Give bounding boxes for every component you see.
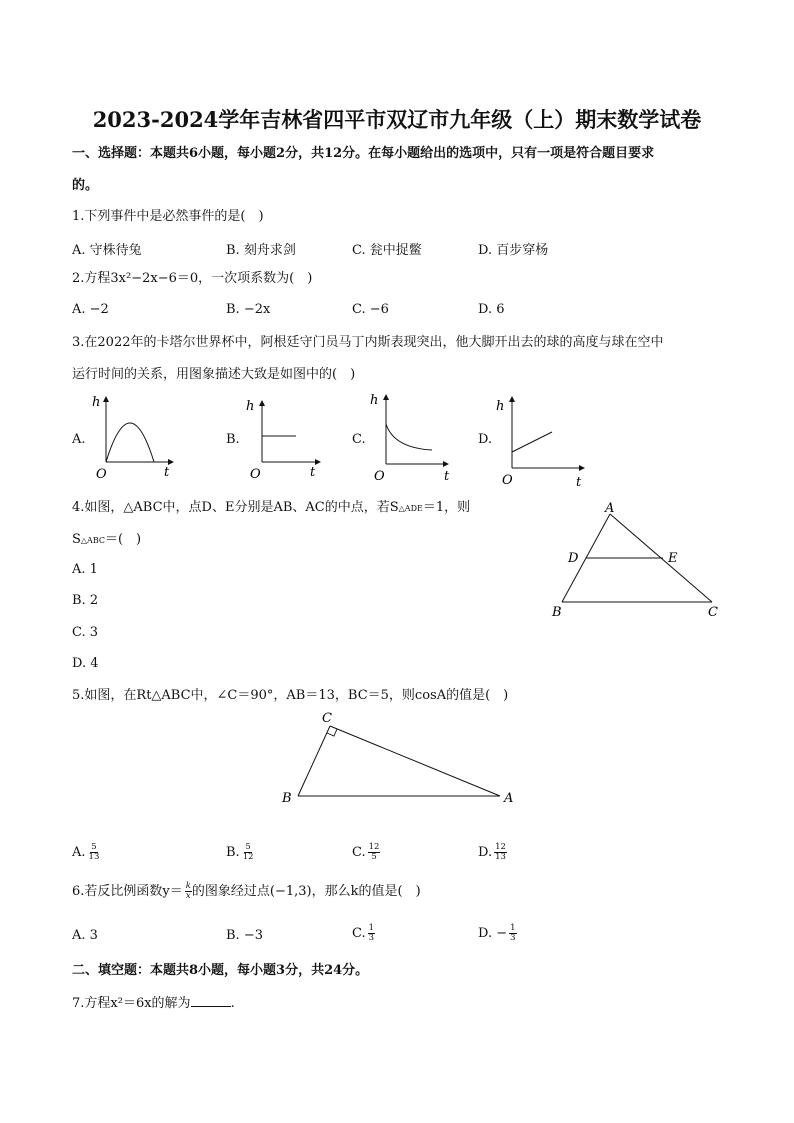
q4-label-d: D bbox=[568, 551, 579, 566]
question-3-graph-a[interactable] bbox=[84, 390, 189, 480]
question-6-option-d[interactable] bbox=[478, 924, 517, 943]
graph-b-h-label: h bbox=[246, 399, 255, 414]
question-3-graph-c[interactable] bbox=[364, 388, 464, 484]
question-6-stem-prefix: 6.若反比例函数y＝ bbox=[72, 884, 183, 899]
question-4-option-d[interactable]: D. 4 bbox=[72, 656, 99, 671]
question-4-triangle-figure bbox=[540, 496, 730, 626]
page-title: 2023-2024学年吉林省四平市双辽市九年级（上）期末数学试卷 bbox=[92, 107, 702, 132]
fraction: $\frac{1}{3}$ bbox=[368, 923, 375, 943]
question-2-stem bbox=[72, 270, 312, 288]
question-3-stem-line1: 3.在2022年的卡塔尔世界杯中，阿根廷守门员马丁内斯表现突出，他大脚开出去的球的高度与球在空中 bbox=[72, 335, 664, 350]
question-5-option-c[interactable] bbox=[352, 843, 380, 862]
question-4-stem-line1 bbox=[72, 499, 470, 518]
question-4-sub-abc: △ABC bbox=[80, 536, 105, 545]
question-4-stem-line2 bbox=[72, 531, 141, 550]
question-2-stem-prefix: 2.方程 bbox=[72, 271, 111, 286]
question-4-stem-end: ＝1，则 bbox=[422, 500, 471, 515]
question-5-option-b[interactable] bbox=[226, 843, 255, 862]
question-5-stem: 5.如图，在Rt△ABC中，∠C＝90°，AB＝13，BC＝5，则cosA的值是( ) bbox=[72, 688, 509, 703]
answer-blank[interactable] bbox=[191, 994, 231, 1007]
graph-c-t-label: t bbox=[444, 469, 450, 484]
fraction: $\frac{1}{3}$ bbox=[510, 923, 516, 943]
q4-label-e: E bbox=[668, 551, 678, 566]
graph-a-t-label: t bbox=[164, 465, 170, 480]
question-4-option-a[interactable]: A. 1 bbox=[72, 562, 98, 577]
graph-c-origin-label: O bbox=[374, 469, 385, 484]
question-6-option-c-letter: C. bbox=[352, 926, 366, 941]
question-5-option-a-letter: A. bbox=[72, 845, 86, 860]
q4-label-a: A bbox=[605, 501, 615, 516]
fraction: $\frac{5}{13}$ bbox=[88, 842, 100, 862]
question-6-stem-suffix: 的图象经过点(−1,3)，那么k的值是( ) bbox=[191, 884, 421, 899]
question-5-option-b-letter: B. bbox=[226, 845, 240, 860]
graph-b-t-label: t bbox=[310, 465, 316, 480]
question-3-option-b-label[interactable]: B. bbox=[226, 432, 240, 447]
question-2-equation: 3x²−2x−6＝0 bbox=[110, 271, 199, 286]
question-2-option-a[interactable]: A. −2 bbox=[72, 302, 109, 317]
question-5-option-c-letter: C. bbox=[352, 845, 366, 860]
fraction: $\frac{5}{12}$ bbox=[242, 842, 254, 862]
question-4-stem-start: 4.如图，△ABC中，点D、E分别是AB、AC的中点，若S bbox=[72, 500, 399, 515]
q4-label-c: C bbox=[708, 605, 718, 620]
question-6-option-a[interactable]: A. 3 bbox=[72, 928, 98, 943]
question-2-option-c[interactable]: C. −6 bbox=[352, 302, 389, 317]
q5-label-a: A bbox=[504, 791, 514, 806]
question-3-graph-b[interactable] bbox=[240, 394, 330, 484]
graph-a-h-label: h bbox=[92, 395, 101, 410]
q5-label-b: B bbox=[282, 791, 292, 806]
graph-c-h-label: h bbox=[370, 393, 379, 408]
question-6-option-d-letter: D. − bbox=[478, 926, 508, 941]
question-2-option-d[interactable]: D. 6 bbox=[478, 302, 505, 317]
section-2-header: 二、填空题：本题共8小题，每小题3分，共24分。 bbox=[72, 963, 369, 978]
question-7-stem-suffix: . bbox=[230, 996, 235, 1011]
question-4-sub-ade: △ADE bbox=[398, 504, 423, 513]
question-4-stem-line2-end: ＝( ) bbox=[104, 532, 142, 547]
question-7-stem bbox=[72, 994, 235, 1013]
question-2-option-b[interactable]: B. −2x bbox=[226, 302, 271, 317]
question-3-option-c-label[interactable]: C. bbox=[352, 432, 366, 447]
question-5-option-d-letter: D. bbox=[478, 845, 493, 860]
question-4-option-c[interactable]: C. 3 bbox=[72, 625, 99, 640]
fraction-k-over-x: $\frac{k}{x}$ bbox=[185, 881, 191, 901]
section-1-header-line2: 的。 bbox=[72, 178, 99, 193]
question-1-option-b[interactable]: B. 刻舟求剑 bbox=[226, 243, 296, 258]
question-7-stem-prefix: 7.方程x²＝6x的解为 bbox=[72, 996, 191, 1011]
question-3-stem-line2: 运行时间的关系，用图象描述大致是如图中的( ) bbox=[72, 367, 356, 382]
question-5-option-a[interactable] bbox=[72, 843, 100, 862]
question-2-stem-suffix: ，一次项系数为( ) bbox=[198, 271, 313, 286]
question-1-option-c[interactable]: C. 瓮中捉鳖 bbox=[352, 243, 422, 258]
question-5-option-d[interactable] bbox=[478, 843, 507, 862]
question-4-s-label: S bbox=[72, 532, 81, 547]
question-6-option-b[interactable]: B. −3 bbox=[226, 928, 263, 943]
question-1-option-a[interactable]: A. 守株待兔 bbox=[72, 243, 142, 258]
question-6-option-c[interactable] bbox=[352, 924, 375, 943]
q5-label-c: C bbox=[322, 711, 332, 726]
question-4-option-b[interactable]: B. 2 bbox=[72, 593, 99, 608]
question-3-option-d-label[interactable]: D. bbox=[478, 432, 493, 447]
graph-d-origin-label: O bbox=[502, 473, 513, 486]
fraction: $\frac{12}{5}$ bbox=[368, 842, 380, 862]
fraction: $\frac{12}{13}$ bbox=[495, 842, 506, 862]
question-3-option-a-label[interactable]: A. bbox=[72, 432, 86, 447]
graph-d-t-label: t bbox=[576, 475, 582, 486]
question-1-stem: 1.下列事件中是必然事件的是( ) bbox=[72, 209, 264, 224]
section-1-header-line1: 一、选择题：本题共6小题，每小题2分，共12分。在每小题给出的选项中，只有一项是符合题目要求 bbox=[72, 146, 655, 161]
graph-a-origin-label: O bbox=[96, 467, 107, 480]
q4-label-b: B bbox=[552, 605, 562, 620]
question-3-graph-d[interactable] bbox=[490, 390, 590, 486]
question-6-stem bbox=[72, 882, 421, 901]
graph-d-h-label: h bbox=[496, 399, 505, 414]
question-5-right-triangle-figure bbox=[274, 706, 524, 810]
question-1-option-d[interactable]: D. 百步穿杨 bbox=[478, 243, 549, 258]
graph-b-origin-label: O bbox=[250, 467, 261, 482]
